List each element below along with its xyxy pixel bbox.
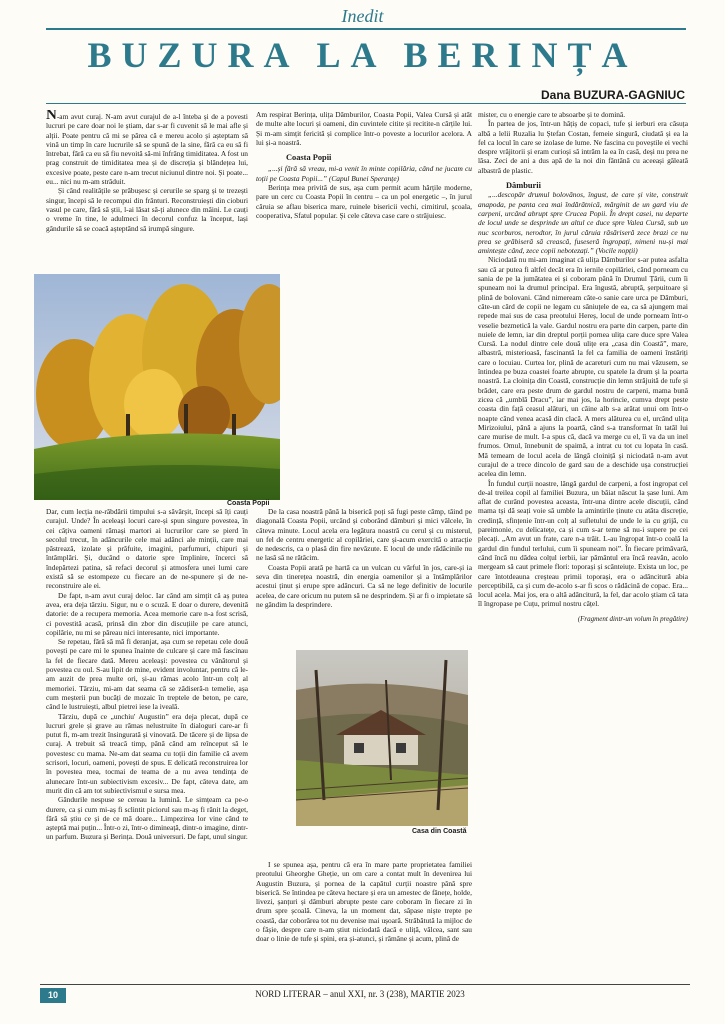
- quote: „...descopăr drumul bolovănos, îngust, de care și vite, construit anapoda, pe panta cea mai îndărătnică, mărginit de un gard viu de carpeni, urcând abrupt spre Crucea Popii. În drept casei, nu departe de locul unde se desprinde un altul ce duce spre Valea Cursă, sub un nuc scorburos, nerodtor, în jurul căruia răsăriseră zece brazi ce nu prea se grăbiseră să crească, fuseseră îngropați, nimeni nu-și mai amintește când, zece copii nebotezați.” (Vocile nopții): [478, 190, 688, 256]
- paragraph: Niciodată nu mi-am imaginat că ulița Dâmburilor s-ar putea asfalta sau că ar putea fi altfel decât era în iernile copilăriei, când porneam cu sania de pe la jumătatea ei și coboram până în Drumul Țării, cum îi spuneam noi la drumul principal. Era îngustă, abruptă, șerpuitoare și plină de bolovani. Când nimeream câte-o sanie care urca pe Dâmburi, câte-un cârd de copii ne legam cu săniuțele de ea, ca să ajungem mai repede mai sus de casa preotului Hereș, locul de unde porneam într-o veselie bezmetică la vale. Gardul nostru era parte din carpen, parte din nuiele de lemn, iar din dreptul porții pornea ulița care duce spre Valea Cursă. La nodul dintre cele două ulițe era „casa din Coastă”, mare, albastră, misterioasă, fascinantă la fel ca familia de oameni înstăriți care o locuiau. Curtea lor, plină de acareturi cum nu mai văzusem, se întindea pe buza coastei foarte abrupte, cu spatele la drum și la poarta noastră. La cloinița din Coastă, construcție din lemn străjuită de tufe și brădet, care era peste drum de gardul nostru de carpeni, mama bună zicea că „umblă Dracu”, iar mai jos, la horincie, cumva drept peste coasta din față ceasul alături, un câine alb s-a arătat unui om într-o noapte când venea acasă din clacă. A mers alăturea cu el, urcând ulița Mirizoiului, până a ajuns la poartă, când s-a transformat în tatăl lui care murise de mult. I-a spus că, dacă va merge cu el, îi va da un inel frumos. Omul, înnebunit de spaimă, a intrat cu tot cu lopata în casă. Mă temeam de locul acela de lângă cloiniță și niciodată n-am avut curajul de a trece dincolo de gard sau de a deschide ușa construcției acelea din lemn.: [478, 255, 688, 479]
- paragraph: De fapt, n-am avut curaj deloc. Iar când am simțit că aș putea avea, era deja târziu. Sigur, nu e o scuză. E doar o durere, devenită datorie: de a recupera memoria. Acea memorie care n-a fost scrisă, ci povestită acasă, prinsă din zbor din discuțiile pe care atunci, copilărie, nu mi se păreau nici interesante, nici importante.: [46, 590, 248, 637]
- publication-line: NORD LITERAR – anul XXI, nr. 3 (238), MARTIE 2023: [255, 989, 465, 999]
- article-title: BUZURA LA BERINȚA: [87, 35, 638, 75]
- footer-rule: [40, 984, 690, 985]
- paragraph: Am respirat Berința, ulița Dămburilor, Coasta Popii, Valea Cursă și atât de multe alte locuri și oameni, din cuvintele citite și recitite-n cărțile lui. Și m-am simțit fericită și complice într-o poveste a locurilor acelora. A lui și-a noastră.: [256, 110, 472, 147]
- column-2-bottom: [256, 860, 472, 983]
- paragraph: Târziu, după ce „unchiu' Augustin” era deja plecat, după ce lucruri grele și grave au rămas nelustruite în dialoguri care-ar fi putut fi, m-am trezit însingurată și vinovată. De tăcere și de lipsa de curaj. A trebuit să treacă timp, până când am reînceput să le povestesc cu mama. Ne-am dat seama cu toții din familie că avem scrisori, locuri, oameni, povești de spus. E delicată reconstruirea lor în povestea mea, tocmai de teama de a nu avea tendința de alunecare într-un subiectivism excesiv... De fapt, câteva date, am murit din că am tot subiectivismul e sursa mea.: [46, 711, 248, 795]
- column-3: [478, 110, 688, 1024]
- paragraph: Gândurile nespuse se cereau la lumină. Le simțeam ca pe-o durere, ca și cum mi-aș fi sclintit piciorul sau m-aș fi rănit la deget, fără să știu ce și de ce mă doare... Limpezirea lor vine când te așteptă mai puțin... Într-o zi, într-o dimineață, dintr-o imagine, dintr-un parfum. Buzura și Berința. Două universuri. De fapt, unul singur.: [46, 795, 248, 842]
- column-2-middle: [256, 507, 472, 647]
- photo-caption: Coasta Popii: [227, 500, 270, 507]
- title-rule: [46, 103, 686, 104]
- paragraph: I se spunea așa, pentru că era în mare parte proprietatea familiei preotului Gheorghe Gheție, un om care a contat mult în devenirea lui Augustin Buzura, și pornea de la capătul curții noastre până spre biserică. Se întindea pe câteva hectare și era un amestec de fânețe, holde, livezi, șanțuri și dâmburi abrupte peste care coboram în fiecare zi în drum spre școală. Cineva, la un moment dat, săpase niște trepte pe coastă, dar coborârea tot nu devenise mai ușoară. Străbătută la mijloc de o fâșie, despre care n-am știut niciodată dacă e uliță, vâlcea, sant sau doar o linie de tufe și spini, era și-atunci, și rămâne și acum, plină de: [256, 860, 472, 944]
- paragraph: Se repetau, fără să mă fi deranjat, așa cum se repetau cele două povești pe care mi le spunea înainte de culcare și care mă fascinau la fel de fiecare dată. Mereu aceleași: povestea cu vânătorul și povestea cu oul. S-au lipit de mine, evident involuntar, pentru că le-am auzit de prea multe ori, și-au rămas acolo într-un colț al memoriei. Târziu, mi-am dat seama că se zădiseră-n temelie, așa cum meșterii pun bucăți de mozaic în treptele de beton, pe care, când le lustruiești, albul pietrei iese la iveală.: [46, 637, 248, 712]
- author-byline: Dana BUZURA-GAGNIUC: [541, 88, 685, 102]
- paragraph: Berința mea privită de sus, așa cum permit acum hărțile moderne, pare un cerc cu Coasta Popii în centru – ca un pol energetic –, în jurul căruia se aflau biserica mare, ruinele bisericii vechi, cimitirul, școala, cooperativa, Sfatul popular. Și cele câteva case care o străjuiesc.: [256, 183, 472, 220]
- paragraph: În partea de jos, într-un hățiș de copaci, tufe și ierburi era căsuța albă a lelii Ruzalia lu Ștefan Costan, femeie singură, ciudată și ea la fel ca locul în care se izolase de lume. Ne fascina cu poveștile ei vechi despre vrăjitorii și eram curioși să intrăm la ea în casă, deși nu prea ne lăsa. Zeci de ani a dus apă de la noi din fântână cu aceeași găleată albastră de plastic.: [478, 119, 688, 175]
- fragment-note: (Fragment dintr-un volum în pregătire): [577, 614, 688, 623]
- paragraph: Și când realitățile se prăbușesc și cerurile se sparg și te trezești singur, începi să le recompui din frânturi. Reconstruiești din cioburi vasul pe care, fără să știi, l-ai lăsat să-ți alunece din mâini. Le cauți o vreme în tine, le adulmeci în decorul confuz la început, lași gândurile să se coacă așteptând să irumpă singure.: [46, 186, 248, 233]
- paragraph: Dar, cum lecția ne-răbdării timpului s-a săvârșit, începi să îți cauți curajul. Unde? În aceleași locuri care-și spun singure povestea, în cei câțiva oameni rămași martori ai lucrurilor care se pierd în secolul trecut, în adâncurile cele mai adânci ale minții, care mai păstrează, izolate și prăfuite, imagini, parfumuri, chipuri și întâmplări. Și, ducând o datorie spre împlinire, încerci să îndepărtezi patina, să refaci decorul și atmosfera unei lumi care există să se estompeze cu fiecare an de ne-spunere și de ne-reconstruire ale ei.: [46, 507, 248, 591]
- page-number: 10: [40, 988, 66, 1003]
- section-heading: Dâmburii: [506, 181, 541, 191]
- section-heading: Coasta Popii: [286, 153, 332, 163]
- rubric-label: Inedit: [341, 6, 384, 26]
- quote: „...și fără să vreau, mi-a venit în minte copilăria, când ne jucam cu toții pe Coasta Popii...” (Capul Bunei Speranțe): [256, 164, 472, 183]
- paragraph: În fundul curții noastre, lângă gardul de carpeni, a fost ingropat cel de-al treilea copil al familiei Buzura, un băiat născut la șase luni. Am aflat de curând povestea aceasta, într-una dintre acele discuții, când mama tși dă seați voie să umble la amintirile ținute cu atâta discreție, credință, sfințenie într-un colț al sufletului de unde le ia cu grijă, cu pareimonie, cu delicatețe, ca și cum s-ar teme să nu-i supere pe cei plecați. „Am avut un frate, care n-a trăit. L-au îngropat într-o coală la gardul din fundul terlului, cum îi spuneam noi”. În fiecare primăvară, când încă nu dădea colțul ierbii, iar pământul era încă reavăn, acolo mergeam să caut primele flori: toporași și scânteiuțe. Exista un loc, pe care întotdeauna creșteau primii toporași, era o adâncitură abia perceptibilă, ca și cum de-acolo s-ar fi scos o rădăcină de copac. Era... locul acela. Mai jos, era o altă adâncitură, la fel, dar acolo știam că tata îl îngropase pe Cuțu, primul nostru cățel.: [478, 478, 688, 609]
- paragraph: -am avut curaj. N-am avut curajul de a-l înteba și de a povesti lucruri pe care doar noi le știam, dar s-ar fi cuvenit să le mai afle și alții. Poate pentru că mi se părea că e mereu acolo și așteptam să vină un timp în care lucrurile să se spună de la sine, fără ca eu să fi întrebat, fără ca eu să fiu nevoită să-mi înfrâng timiditatea. A fost un prag construit de timiditatea mea și de discreția și blândețea lui, excesive poate, peste care n-am trecut niciunul dintre noi. Și poate... eu... nici nu m-am străduit.: [46, 112, 248, 187]
- header-rule: [46, 28, 686, 30]
- column-2-top: [256, 110, 472, 278]
- paragraph: mister, cu o energie care te absoarbe și te domină.: [478, 110, 626, 119]
- column-1-top: [46, 110, 248, 278]
- column-1-bottom: [46, 507, 248, 983]
- photo-caption: Casa din Coastă: [412, 828, 467, 835]
- photo-casa-din-coasta: [296, 650, 468, 826]
- photo-coasta-popii: [34, 274, 280, 500]
- paragraph: Coasta Popii arată pe hartă ca un vulcan cu vârful în jos, care-și ia seva din tinerețea noastră, din energia oamenilor și a întâmplărilor acestui ținut și erupe spre adâncuri. Ca să ne lege definitiv de locurile acelea, de care oricum nu putem să ne desprindem. Și ar fi o impietate să ne gândim la desprindere.: [256, 562, 472, 609]
- drop-cap: N: [46, 110, 57, 123]
- paragraph: De la casa noastră până la biserică poți să fugi peste câmp, tăind pe diagonală Coasta Popii, urcând și coborând dâmburi și mici vâlcele, în câteva minute. Locul acela era legătura noastră cu cerul și cu misterul, un fel de centru energetic al copilăriei, care și-acum exercită o atracție de nedescris, ca o plasă din fire nevăzute. E locul de unde rădăcinile nu ne lasă să ne rătăcim.: [256, 507, 472, 563]
